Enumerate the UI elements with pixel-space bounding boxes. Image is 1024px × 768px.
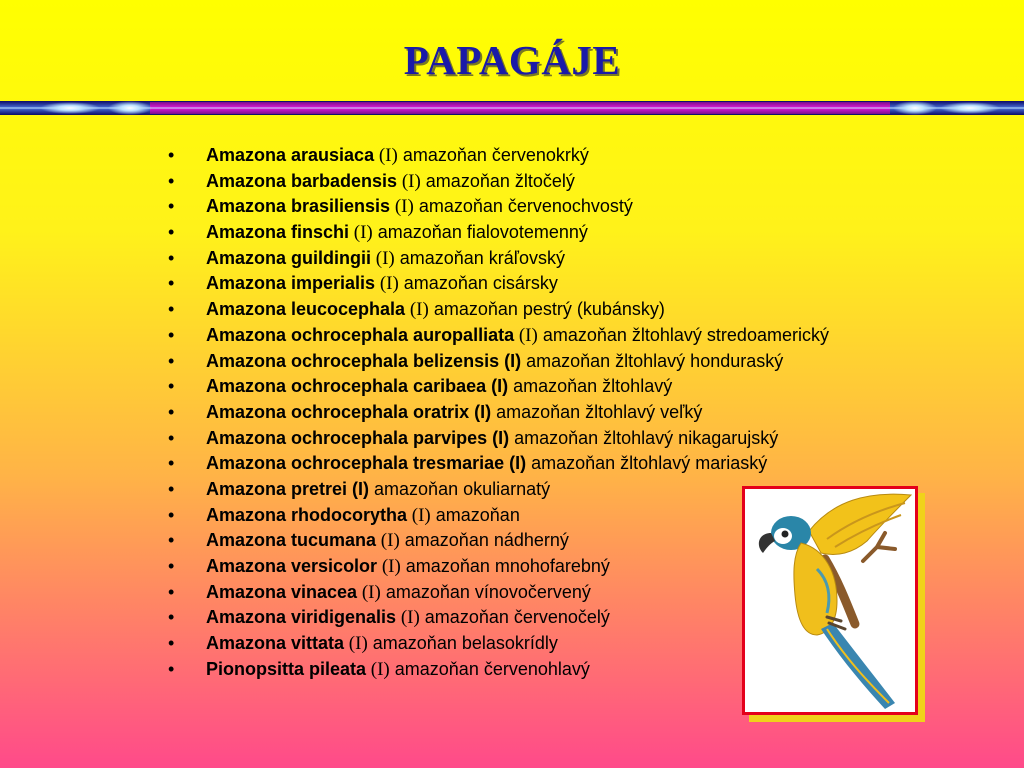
list-bullet: •	[168, 401, 175, 422]
species-item	[168, 220, 829, 246]
parrot-picture	[742, 486, 918, 715]
common-name: amazoňan červenokrký	[397, 145, 589, 165]
scientific-name: Amazona pretrei (I)	[206, 478, 370, 499]
appendix-tag: (I)	[407, 504, 431, 526]
list-bullet: •	[168, 453, 175, 474]
appendix-tag: (I)	[396, 607, 420, 629]
scientific-name: Amazona rhodocorytha	[206, 504, 408, 525]
common-name: amazoňan belasokrídly	[367, 633, 558, 654]
scientific-name: Amazona ochrocephala auropalliata	[206, 324, 515, 345]
species-item	[168, 657, 829, 683]
scientific-name: Amazona ochrocephala caribaea (I)	[206, 376, 509, 397]
scientific-name: Amazona imperialis	[206, 273, 376, 294]
common-name: amazoňan žltohlavý veľký	[491, 401, 703, 422]
species-item	[168, 246, 829, 272]
list-bullet: •	[168, 658, 175, 679]
appendix-tag: (I)	[376, 530, 400, 552]
list-bullet: •	[168, 427, 175, 448]
common-name: amazoňan žltočelý	[420, 170, 575, 191]
slide-title: PAPAGÁJE	[403, 37, 621, 83]
species-item	[168, 477, 829, 503]
list-bullet: •	[168, 145, 175, 165]
scientific-name: Amazona viridigenalis	[206, 607, 397, 628]
species-item	[168, 503, 829, 529]
list-bullet: •	[168, 222, 175, 243]
species-item	[168, 374, 829, 400]
list-bullet: •	[168, 247, 175, 268]
species-item	[168, 271, 829, 297]
species-item	[168, 605, 829, 631]
list-bullet: •	[168, 504, 175, 525]
list-bullet: •	[168, 196, 175, 217]
appendix-tag: (I)	[375, 273, 399, 295]
list-bullet: •	[168, 530, 175, 551]
scientific-name: Amazona ochrocephala parvipes (I)	[206, 427, 510, 448]
scientific-name: Amazona arausiaca	[206, 145, 375, 165]
appendix-tag: (I)	[366, 658, 390, 680]
scientific-name: Amazona leucocephala	[206, 299, 406, 320]
common-name: amazoňan cisársky	[398, 273, 558, 294]
appendix-tag: (I)	[349, 222, 373, 244]
common-name: amazoňan mnohofarebný	[400, 556, 610, 576]
appendix-tag: (I)	[344, 633, 368, 655]
species-item	[168, 169, 829, 195]
species-item	[168, 194, 829, 220]
scientific-name: Amazona ochrocephala tresmariae (I)	[206, 453, 527, 474]
scientific-name: Amazona tucumana	[206, 530, 377, 551]
list-bullet: •	[168, 478, 175, 499]
appendix-tag: (I)	[514, 324, 538, 346]
appendix-tag: (I)	[397, 170, 421, 192]
species-item	[168, 349, 829, 375]
species-item	[168, 426, 829, 452]
appendix-tag: (I)	[405, 299, 429, 321]
common-name: amazoňan fialovotemenný	[372, 222, 588, 243]
common-name: amazoňan červenochvostý	[413, 196, 633, 217]
common-name: amazoňan žltohlavý nikagarujský	[509, 427, 779, 448]
common-name: amazoňan pestrý (kubánsky)	[428, 299, 665, 320]
scientific-name: Amazona brasiliensis	[206, 196, 391, 217]
scientific-name: Amazona barbadensis	[206, 170, 398, 191]
species-item	[168, 143, 829, 169]
scientific-name: Pionopsitta pileata	[206, 658, 367, 679]
scientific-name: Amazona vittata	[206, 633, 345, 654]
species-item	[168, 400, 829, 426]
scientific-name: Amazona ochrocephala belizensis (I)	[206, 350, 522, 371]
title-divider	[0, 98, 1024, 118]
common-name: amazoňan žltohlavý stredoamerický	[537, 324, 829, 345]
common-name: amazoňan	[430, 504, 520, 525]
list-bullet: •	[168, 633, 175, 654]
common-name: amazoňan vínovočervený	[380, 581, 591, 602]
scientific-name: Amazona ochrocephala oratrix (I)	[206, 401, 492, 422]
common-name: amazoňan nádherný	[399, 530, 569, 551]
parrot-illustration	[745, 489, 915, 712]
common-name: amazoňan žltohlavý	[508, 376, 673, 397]
common-name: amazoňan kráľovský	[394, 247, 566, 268]
list-bullet: •	[168, 324, 175, 345]
appendix-tag: (I)	[371, 247, 395, 269]
list-bullet: •	[168, 299, 175, 320]
appendix-tag: (I)	[357, 581, 381, 603]
list-bullet: •	[168, 376, 175, 397]
species-list	[168, 143, 829, 682]
common-name: amazoňan červenohlavý	[389, 658, 590, 679]
list-bullet: •	[168, 170, 175, 191]
species-item	[168, 580, 829, 606]
common-name: amazoňan červenočelý	[419, 607, 610, 628]
scientific-name: Amazona finschi	[206, 222, 350, 243]
list-bullet: •	[168, 556, 175, 576]
common-name: amazoňan žltohlavý mariaský	[526, 453, 768, 474]
scientific-name: Amazona versicolor	[206, 556, 378, 576]
list-bullet: •	[168, 273, 175, 294]
list-bullet: •	[168, 350, 175, 371]
appendix-tag: (I)	[374, 145, 398, 166]
species-item	[168, 451, 829, 477]
species-item	[168, 528, 829, 554]
common-name: amazoňan žltohlavý honduraský	[521, 350, 784, 371]
species-item	[168, 297, 829, 323]
scientific-name: Amazona guildingii	[206, 247, 371, 268]
species-item	[168, 554, 829, 580]
list-bullet: •	[168, 607, 175, 628]
common-name: amazoňan okuliarnatý	[369, 478, 551, 499]
appendix-tag: (I)	[390, 196, 414, 218]
appendix-tag: (I)	[377, 556, 401, 577]
list-bullet: •	[168, 581, 175, 602]
species-item	[168, 323, 829, 349]
scientific-name: Amazona vinacea	[206, 581, 358, 602]
species-item	[168, 631, 829, 657]
